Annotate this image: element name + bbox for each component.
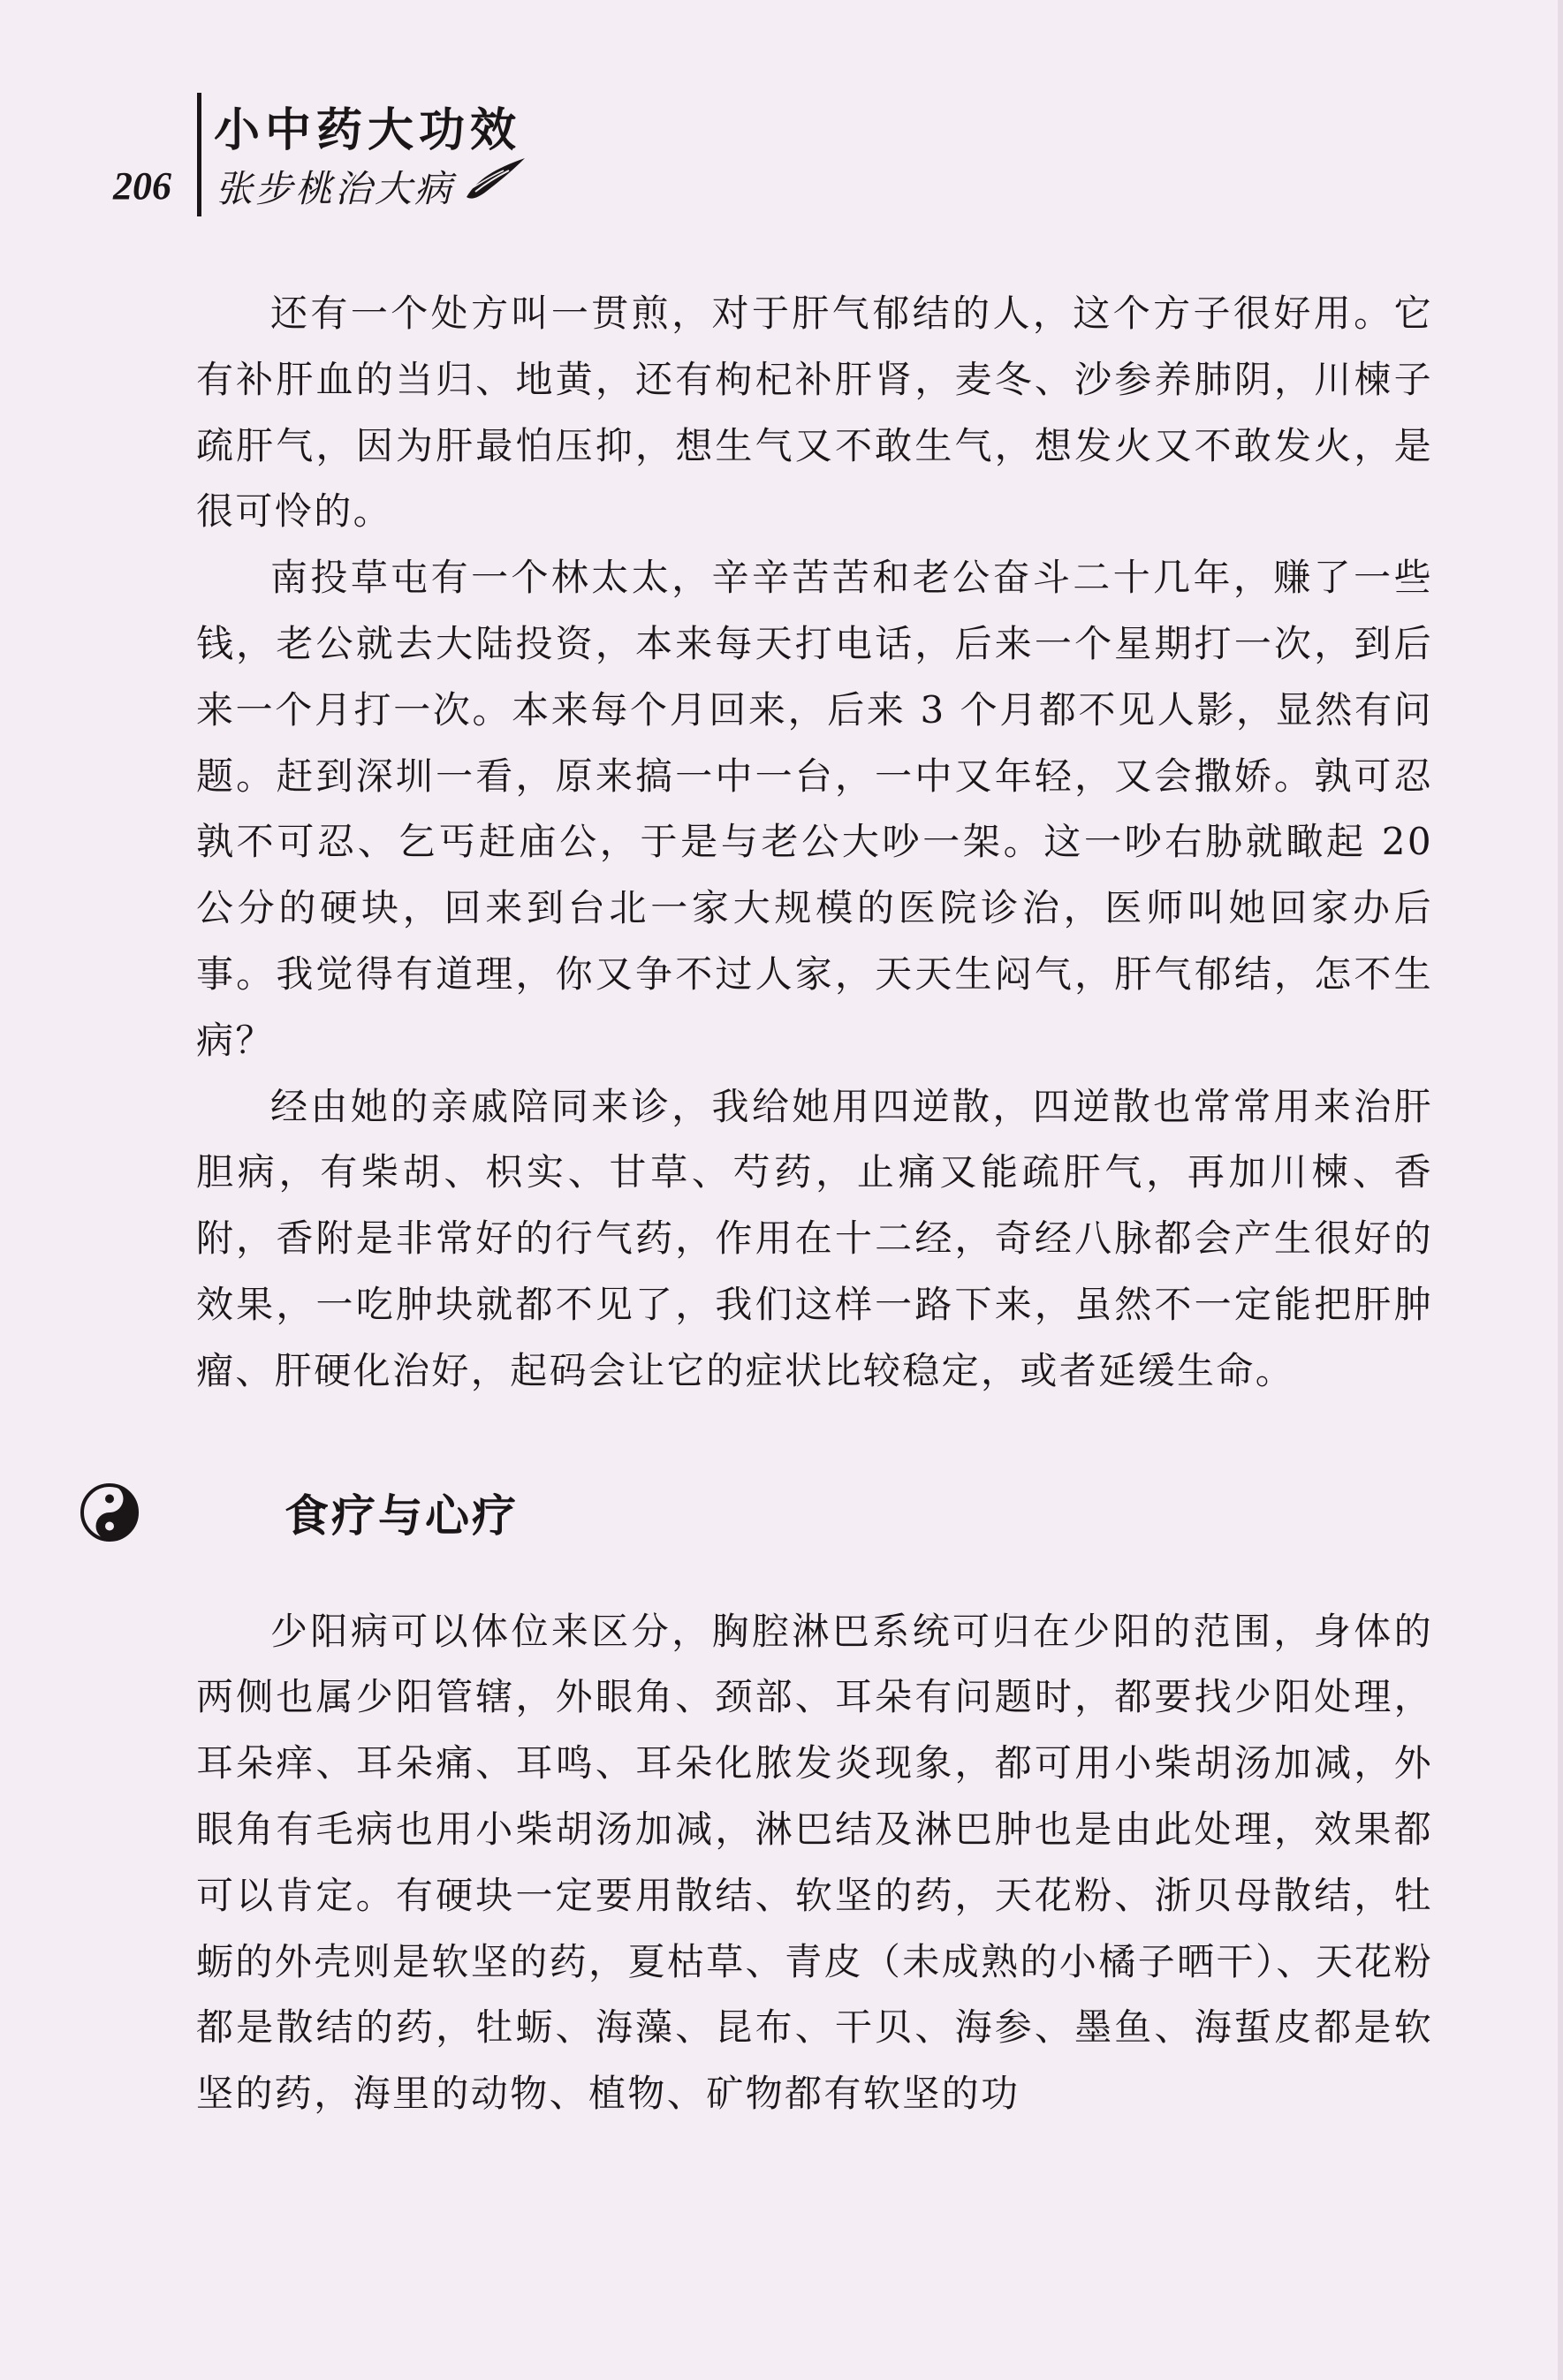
paragraph: 还有一个处方叫一贯煎，对于肝气郁结的人，这个方子很好用。它有补肝血的当归、地黄，还有枸杞补肝肾，麦冬、沙参养肺阴，川楝子疏肝气，因为肝最怕压抑，想生气又不敢生气，想发火又不敢发火，是很可怜的。: [196, 292, 1433, 534]
yinyang-icon: [80, 1482, 140, 1542]
header-divider: [197, 93, 201, 216]
main-text: [196, 281, 1433, 2127]
paragraph: 经由她的亲戚陪同来诊，我给她用四逆散，四逆散也常常用来治肝胆病，有柴胡、枳实、甘草、芍药，止痛又能疏肝气，再加川楝、香附，香附是非常好的行气药，作用在十二经，奇经八脉都会产生很好的效果，一吃肿块就都不见了，我们这样一路下来，虽然不一定能把肝肿瘤、肝硬化治好，起码会让它的症状比较稳定，或者延缓生命。: [196, 1084, 1433, 1392]
page-edge: [1558, 0, 1563, 2380]
section-heading-row: [196, 1456, 1433, 1588]
brush-decoration-icon: [459, 153, 530, 206]
book-title: 小中药大功效: [214, 104, 522, 157]
page-number: 206: [113, 164, 171, 208]
book-subtitle: 张步桃治大病: [216, 167, 455, 210]
section-heading: 食疗与心疗: [285, 1489, 519, 1542]
paragraph: 少阳病可以体位来区分，胸腔淋巴系统可归在少阳的范围，身体的两侧也属少阳管辖，外眼角、颈部、耳朵有问题时，都要找少阳处理，耳朵痒、耳朵痛、耳鸣、耳朵化脓发炎现象，都可用小柴胡汤加减，外眼角有毛病也用小柴胡汤加减，淋巴结及淋巴肿也是由此处理，效果都可以肯定。有硬块一定要用散结、软坚的药，天花粉、浙贝母散结，牡蛎的外壳则是软坚的药，夏枯草、青皮（未成熟的小橘子晒干）、天花粉都是散结的药，牡蛎、海藻、昆布、干贝、海参、墨鱼、海蜇皮都是软坚的药，海里的动物、植物、矿物都有软坚的功: [196, 1609, 1433, 2116]
paragraph: 南投草屯有一个林太太，辛辛苦苦和老公奋斗二十几年，赚了一些钱，老公就去大陆投资，本来每天打电话，后来一个星期打一次，到后来一个月打一次。本来每个月回来，后来 3 个月都不见人影，显然有问题。赶到深圳一看，原来搞一中一台，一中又年轻，又会撒娇。孰可忍孰不可忍、乞丐赶庙公，于是与老公大吵一架。这一吵右胁就瞰起 20 公分的硬块，回来到台北一家大规模的医院诊治，医师叫她回家办后事。我觉得有道理，你又争不过人家，天天生闷气，肝气郁结，怎不生病？: [196, 556, 1433, 1062]
running-header: [97, 84, 716, 225]
